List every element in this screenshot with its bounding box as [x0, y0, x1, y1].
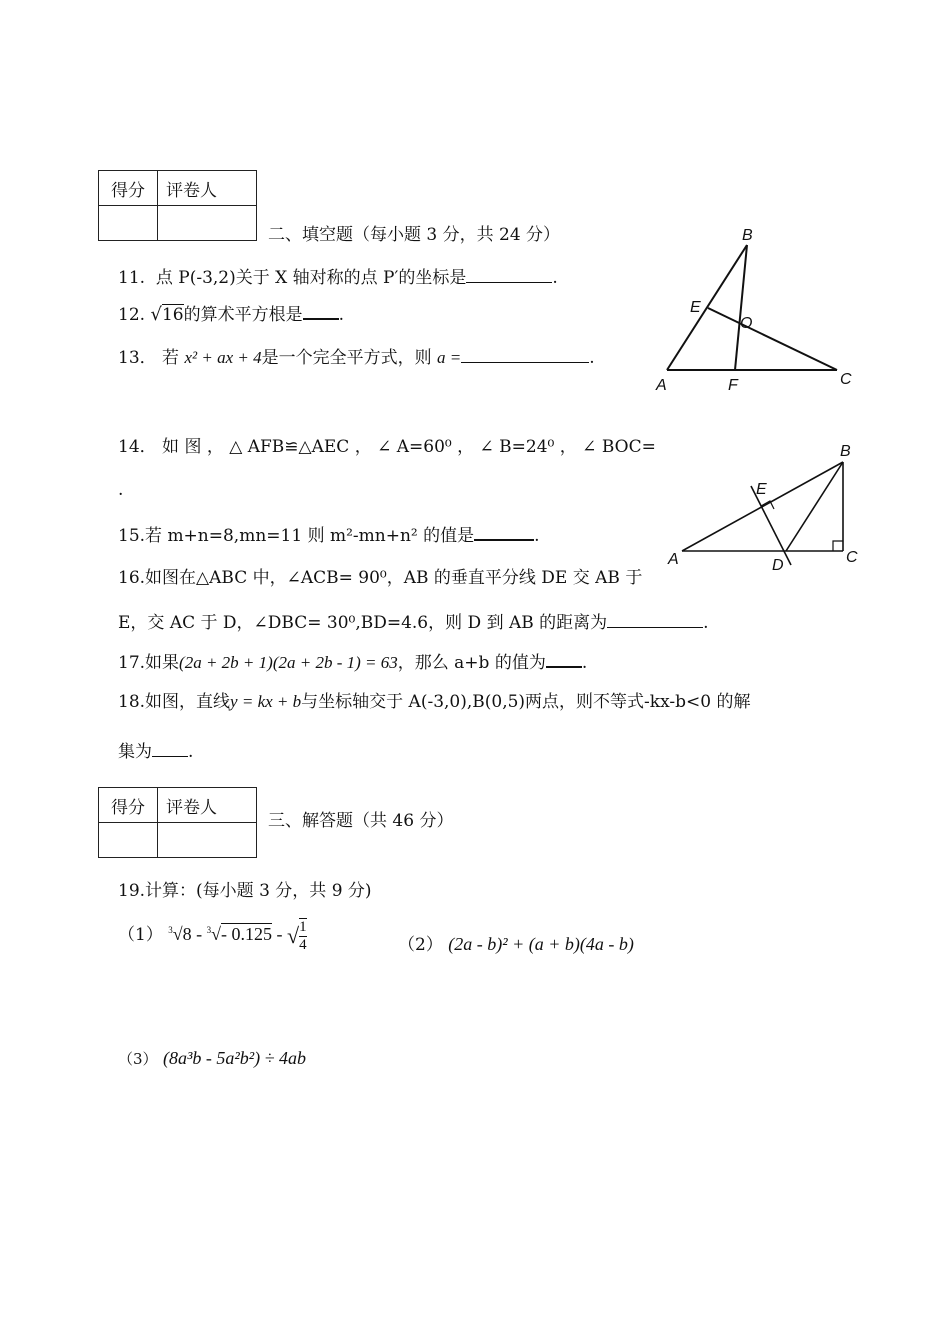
score-cell[interactable]	[99, 823, 158, 858]
figure-right-triangle-abc	[660, 438, 870, 578]
q16-text: E，交 AC 于 D，∠DBC= 30⁰,BD=4.6，则 D 到 AB 的距离为	[118, 613, 608, 633]
score-header: 得分	[99, 171, 158, 206]
right-angle-c	[833, 541, 843, 551]
q19-part1	[118, 918, 307, 968]
label-c: C	[840, 371, 852, 388]
segment-ec	[708, 308, 837, 370]
label-a: A	[656, 377, 667, 394]
question-13: 13． 若 x² + ax + 4是一个完全平方式，则 a = .	[118, 343, 595, 368]
question-17: 17.如果(2a + 2b + 1)(2a + 2b - 1) = 63，那么 a+b 的值为 .	[118, 648, 587, 673]
grader-cell[interactable]	[158, 206, 257, 241]
question-18	[118, 687, 751, 712]
segment-bd	[786, 462, 843, 551]
q11-number: 11.	[118, 268, 146, 288]
q13-expression: x² + ax + 4	[184, 348, 262, 367]
label-b: B	[840, 443, 851, 460]
label-e: E	[756, 481, 767, 498]
edge-ab	[682, 462, 843, 551]
score-table-2	[98, 787, 257, 858]
section3-title: 三、解答题（共 46 分）	[268, 811, 454, 831]
score-cell[interactable]	[99, 206, 158, 241]
q17-expression: (2a + 2b + 1)(2a + 2b - 1) = 63	[179, 653, 398, 672]
part2-label: （2）	[398, 935, 443, 955]
q19-part3	[118, 1048, 306, 1069]
q14-trailing-dot: .	[118, 480, 124, 500]
q13-number: 13．	[118, 348, 157, 368]
q18-pre: 18.如图，直线	[118, 692, 231, 712]
label-a: A	[668, 551, 679, 568]
label-f: F	[728, 377, 738, 394]
q13-blank[interactable]	[461, 344, 589, 363]
q15-blank[interactable]	[474, 521, 534, 541]
q12-text: 的算术平方根是	[183, 305, 303, 325]
question-12: 12. √16的算术平方根是 .	[118, 300, 344, 325]
q17-post: ，那么 a+b 的值为	[397, 653, 546, 673]
part3-label: （3）	[118, 1050, 158, 1068]
grader-header: 评卷人	[158, 788, 257, 823]
question-11: 11. 点 P(-3,2)关于 X 轴对称的点 P′的坐标是 .	[118, 263, 558, 288]
score-table	[98, 170, 257, 241]
question-18-line2: 集为 .	[118, 737, 193, 762]
q18-line2-text: 集为	[118, 742, 152, 762]
q17-blank[interactable]	[546, 648, 582, 668]
q18-expression: y = kx + b	[230, 692, 302, 711]
q17-pre: 17.如果	[118, 653, 180, 673]
part1-expression: $^3$√8 - $^3$√- 0.125 - √ $\frac{1}{4}$	[168, 919, 307, 953]
q13-mid: 是一个完全平方式，则	[261, 348, 432, 368]
question-14: 14． 如 图 ， △ AFB≌△AEC ， ∠ A=60⁰ ， ∠ B=24⁰ ， ∠ BOC=	[118, 437, 656, 457]
part2-expression: (2a - b)² + (a + b)(4a - b)	[448, 934, 634, 954]
edge-ab	[667, 245, 747, 370]
q12-blank[interactable]	[303, 300, 339, 320]
q15-text: 15.若 m+n=8,mn=11 则 m²-mn+n² 的值是	[118, 526, 475, 546]
grader-header: 评卷人	[158, 171, 257, 206]
right-angle-e	[761, 501, 774, 509]
label-c: C	[846, 549, 858, 566]
q13-variable: a =	[437, 348, 462, 367]
q18-blank[interactable]	[152, 738, 188, 757]
q16-blank[interactable]	[607, 609, 703, 628]
score-header: 得分	[99, 788, 158, 823]
section2-title: 二、填空题（每小题 3 分，共 24 分）	[268, 225, 561, 245]
q11-text: 点 P(-3,2)关于 X 轴对称的点 P′的坐标是	[155, 268, 467, 288]
grader-cell[interactable]	[158, 823, 257, 858]
q11-blank[interactable]	[466, 264, 552, 283]
q19-part2	[398, 930, 634, 955]
question-16-line1: 16.如图在△ABC 中，∠ACB= 90⁰，AB 的垂直平分线 DE 交 AB 于	[118, 568, 643, 588]
label-b: B	[742, 227, 753, 244]
part3-expression: (8a³b - 5a²b²) ÷ 4ab	[162, 1048, 307, 1068]
label-e: E	[690, 299, 701, 316]
segment-bf	[735, 245, 747, 370]
label-d: D	[772, 557, 784, 574]
question-19-head: 19.计算：(每小题 3 分，共 9 分)	[118, 881, 372, 901]
radicand: 16	[161, 305, 184, 325]
question-16-line2: E，交 AC 于 D，∠DBC= 30⁰,BD=4.6，则 D 到 AB 的距离为 .	[118, 608, 709, 633]
question-15: 15.若 m+n=8,mn=11 则 m²-mn+n² 的值是 .	[118, 521, 540, 546]
sqrt-16: √16	[150, 304, 184, 325]
q12-number: 12.	[118, 305, 146, 325]
label-o: O	[740, 315, 753, 332]
q13-pre: 若	[162, 348, 180, 368]
figure-triangle-afb-aec	[650, 222, 865, 397]
q18-post: 与坐标轴交于 A(-3,0),B(0,5)两点，则不等式-kx-b<0 的解	[301, 692, 751, 712]
part1-label: （1）	[118, 925, 163, 946]
